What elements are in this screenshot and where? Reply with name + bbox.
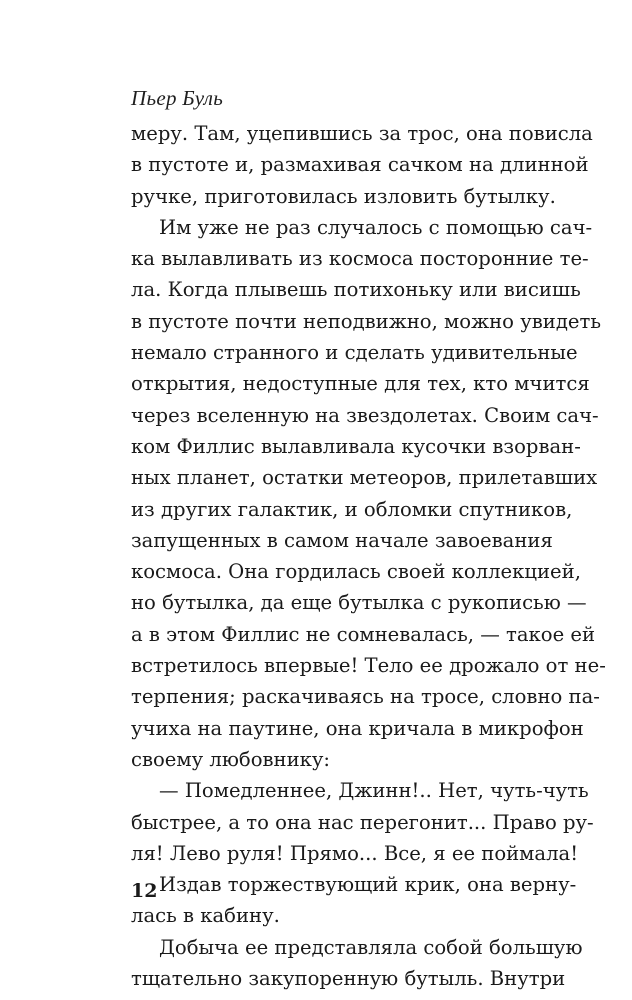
text-line: быстрее, а то она нас перегонит... Право ру-	[131, 810, 594, 834]
text-line: меру. Там, уцепившись за трос, она повисла	[131, 122, 593, 145]
text-line: немало странного и сделать удивительные	[131, 341, 578, 365]
text-line: лась в кабину.	[131, 904, 280, 928]
text-line: ла. Когда плывешь потихоньку или висишь	[131, 278, 581, 302]
text-line: но бутылка, да еще бутылка с рукописью —	[131, 591, 587, 615]
text-line: через вселенную на звездолетах. Своим сач-	[131, 403, 599, 427]
text-line: Добыча ее представляла собой большую	[159, 935, 583, 959]
page-number: 12	[131, 880, 158, 902]
text-line: встретилось впервые! Тело ее дрожало от не-	[131, 654, 606, 678]
text-line: запущенных в самом начале завоевания	[131, 528, 553, 552]
text-line: ка вылавливать из космоса посторонние те-	[131, 247, 589, 271]
text-line: из других галактик, и обломки спутников,	[131, 497, 573, 521]
text-line: — Помедленнее, Джинн!.. Нет, чуть-чуть	[159, 779, 589, 803]
text-line: ля! Лево руля! Прямо... Все, я ее поймала!	[131, 841, 579, 865]
text-line: в пустоте и, размахивая сачком на длинной	[131, 153, 589, 177]
text-line: космоса. Она гордилась своей коллекцией,	[131, 560, 581, 584]
text-line: ручке, приготовилась изловить бутылку.	[131, 184, 556, 208]
text-line: в пустоте почти неподвижно, можно увидеть	[131, 309, 601, 333]
text-line: своему любовнику:	[131, 747, 331, 771]
text-line: терпения; раскачиваясь на тросе, словно па-	[131, 685, 600, 709]
body-text	[131, 118, 606, 994]
text-line: учиха на паутине, она кричала в микрофон	[131, 716, 584, 740]
text-line: а в этом Филлис не сомневалась, — такое ей	[131, 622, 596, 646]
text-line: тщательно закупоренную бутыль. Внутри	[131, 967, 566, 991]
text-line: открытия, недоступные для тех, кто мчится	[131, 372, 590, 396]
text-line: ных планет, остатки метеоров, прилетавших	[131, 466, 598, 490]
text-line: ком Филлис вылавливала кусочки взорван-	[131, 434, 581, 458]
text-line: Издав торжествующий крик, она верну-	[159, 873, 577, 897]
running-head: Пьер Буль	[131, 86, 224, 110]
text-line: Им уже не раз случалось с помощью сач-	[159, 215, 593, 239]
